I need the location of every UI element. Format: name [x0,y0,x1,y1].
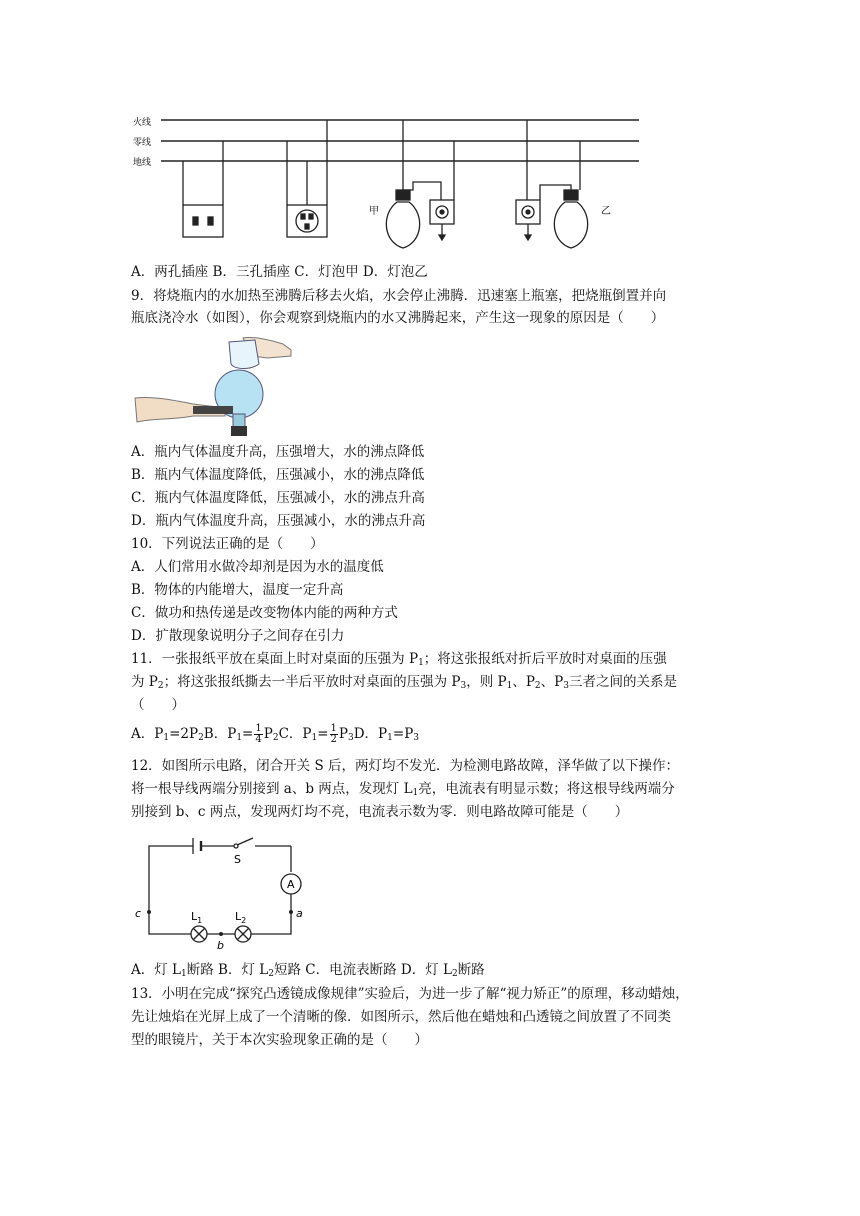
q13-stem-line-3: 型的眼镜片，关于本次实验现象正确的是（ ） [131,1032,428,1048]
lamp-1-label: $L_1$ [191,910,203,925]
lamp-2-label: $L_2$ [235,910,247,925]
q8-options: A．两孔插座 B．三孔插座 C．灯泡甲 D．灯泡乙 [131,264,428,280]
q13-stem-line-1: 13．小明在完成“探究凸透镜成像规律”实验后，为进一步了解“视力矫正”的原理，移动蜡烛， [131,986,689,1002]
q9-option-b: B．瓶内气体温度降低，压强减小，水的沸点降低 [131,467,425,483]
q12-options: A．灯 $L_1$断路 B．灯 $L_2$短路 C．电流表断路 D．灯 $L_2$断路 [131,962,485,979]
q12-stem-line-2: 将一根导线两端分别接到 a、b 两点，发现灯 $L_1$亮，电流表有明显示数；将这根导线两端分 [131,781,675,798]
circuit-diagram [131,832,311,952]
flask-illustration [133,336,293,438]
q9-option-c: C．瓶内气体温度降低，压强减小，水的沸点升高 [131,490,425,506]
point-a-label: a [296,907,303,920]
lamp-b-label: 乙 [601,206,611,217]
two-hole-socket [183,141,223,237]
q12-stem-line-3: 别接到 b、c 两点，发现两灯均不亮，电流表示数为零．则电路故障可能是（ ） [131,804,629,820]
q11-options: A．$P_1=2P_2B$．$P_1=$ $\frac{1}{4}$ $P_2C$．$P_1=$ $\frac{1}{2}$ $P_3D$．$P_1=P_3$ [131,723,420,745]
point-c-label: c [135,907,142,920]
wiring-diagram [131,110,641,260]
ammeter-label: A [287,878,295,891]
live-wire-label: 火线 [133,118,152,128]
q10-stem: 10．下列说法正确的是（ ） [131,536,324,552]
q9-option-a: A．瓶内气体温度升高，压强增大，水的沸点降低 [131,444,425,460]
q11-stem-line-1: 11．一张报纸平放在桌面上时对桌面的压强为 $P_1$；将这张报纸对折后平放时对桌面的压强 [131,651,667,668]
lamp-b-circuit [516,120,588,248]
fraction-one-quarter: $\frac{1}{4}$ [255,723,262,745]
ground-wire-label: 地线 [133,158,152,168]
point-b-label: b [217,939,224,952]
q10-option-a: A．人们常用水做冷却剂是因为水的温度低 [131,559,384,575]
q9-option-d: D．瓶内气体温度升高，压强减小，水的沸点升高 [131,513,426,529]
switch-label: S [234,853,241,866]
q11-stem-line-2: 为 $P_2$；将这张报纸撕去一半后平放时对桌面的压强为 $P_3$，则 $P_1$、$P_2$、$P_3$三者之间的关系是 [131,674,677,691]
switch-blade [237,838,253,845]
q12-stem-line-1: 12．如图所示电路，闭合开关 S 后，两灯均不发光．为检测电路故障，泽华做了以下操作： [131,758,680,774]
q11-stem-line-3: （ ） [131,697,185,713]
lamp-a-label: 甲 [369,206,379,217]
q9-stem-line-2: 瓶底浇冷水（如图），你会观察到烧瓶内的水又沸腾起来，产生这一现象的原因是（ ） [131,310,665,326]
lamp-a-circuit [386,120,454,248]
three-hole-socket [287,120,327,237]
q10-option-c: C．做功和热传递是改变物体内能的两种方式 [131,605,398,621]
q10-option-d: D．扩散现象说明分子之间存在引力 [131,628,345,644]
fraction-one-half: $\frac{1}{2}$ [330,723,337,745]
q13-stem-line-2: 先让烛焰在光屏上成了一个清晰的像．如图所示，然后他在蜡烛和凸透镜之间放置了不同类 [131,1009,671,1025]
q10-option-b: B．物体的内能增大，温度一定升高 [131,582,344,598]
q9-stem-line-1: 9．将烧瓶内的水加热至沸腾后移去火焰，水会停止沸腾．迅速塞上瓶塞，把烧瓶倒置并向 [131,288,667,304]
neutral-wire-label: 零线 [133,138,152,148]
